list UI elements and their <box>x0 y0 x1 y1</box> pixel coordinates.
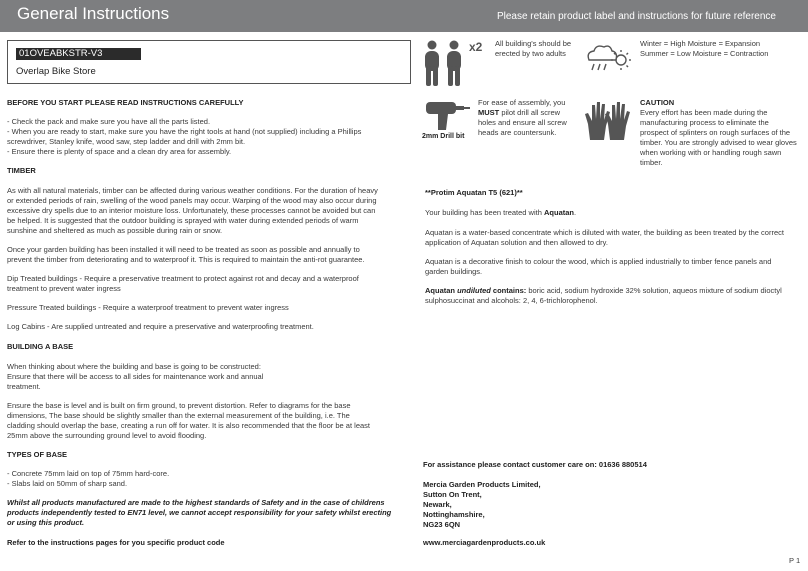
protim-line: Aquatan undiluted contains: boric acid, sodium hydroxide 32% solution, aqueos mixture of sodium dioctyl <box>425 286 782 295</box>
before-heading: BEFORE YOU START PLEASE READ INSTRUCTIONS CAREFULLY <box>7 98 244 107</box>
caution-line: when working with or handling rough sawn <box>640 148 782 157</box>
base-line: Ensure that there will be access to all sides for maintenance work and annual <box>7 372 264 381</box>
must-emphasis: MUST <box>478 108 500 117</box>
address-line: Nottinghamshire, <box>423 510 485 519</box>
caution-line: manufacturing process to eliminate the <box>640 118 769 127</box>
base-line: treatment. <box>7 382 41 391</box>
caution-heading: CAUTION <box>640 98 675 107</box>
people-note: All building's should be <box>495 39 572 48</box>
base-line: cladding should overlap the base, creating a run off for water. It is also recommended that the floor be at least <box>7 421 370 430</box>
page-number: P 1 <box>789 556 801 565</box>
page-subtitle: Please retain product label and instructions for future reference <box>496 11 776 22</box>
aquatan-bold: Aquatan <box>543 208 574 217</box>
drill-note-rest: pilot drill all screw <box>499 108 561 117</box>
gloves-icon <box>584 96 634 142</box>
sun-rain-weather-icon <box>585 38 633 74</box>
safety-line: products independently tested to EN71 level, we cannot accept responsibility for your safety whilst erecting <box>7 508 392 517</box>
timber-line: treatment to prevent water ingress <box>7 284 121 293</box>
timber-line: Pressure Treated buildings - Require a waterproof treatment to prevent water ingress <box>7 303 289 312</box>
weather-note: Summer = Low Moisture = Contraction <box>640 49 769 58</box>
caution-line: Every effort has been made during the <box>640 108 768 117</box>
timber-line: Once your garden building has been installed it will need to be treated as soon as possible and annually to <box>7 245 360 254</box>
before-line: - Ensure there is plenty of space and a clean dry area for assembly. <box>7 147 232 156</box>
timber-line: Dip Treated buildings - Require a preservative treatment to protect against rot and decay and a waterproof <box>7 274 359 283</box>
protim-line: Your building has been treated with Aquatan. <box>425 208 577 217</box>
before-line: - Check the pack and make sure you have all the parts listed. <box>7 117 211 126</box>
drill-icon <box>424 96 470 132</box>
drill-note: For ease of assembly, you <box>478 98 566 107</box>
protim-heading: **Protim Aquatan T5 (621)** <box>425 188 523 197</box>
address-line: Sutton On Trent, <box>423 490 482 499</box>
people-count: x2 <box>469 40 483 54</box>
safety-line: Whilst all products manufactured are made to the highest standards of Safety and in the case of childrens <box>7 498 385 507</box>
address-line: Mercia Garden Products Limited, <box>423 480 541 489</box>
protim-line: application of Aquatan solution and then allowed to dry. <box>425 238 608 247</box>
before-line: screwdriver, Stanley knife, wood saw, step ladder and drill with 2mm bit. <box>7 137 246 146</box>
before-line: - When you are ready to start, make sure you have the right tools at hand (not supplied) including a Phillips <box>7 127 362 136</box>
product-code: 01OVEABKSTR-V3 <box>16 48 141 60</box>
drill-note: holes and ensure all screw <box>478 118 567 127</box>
timber-line: sunshine and sheltered as much as possible during rain or snow. <box>7 226 223 235</box>
types-line: - Slabs laid on 50mm of sharp sand. <box>7 479 128 488</box>
caution-line: timber. You are strongly advised to wear gloves <box>640 138 797 147</box>
timber-heading: TIMBER <box>7 166 36 175</box>
timber-line: excessive dry spells due to an interior moisture loss. Unfortunately, these processes cannot be avoided but can <box>7 206 376 215</box>
drill-caption: 2mm Drill bit <box>422 133 465 140</box>
two-people-icon <box>420 40 470 88</box>
protim-line: garden buildings. <box>425 267 483 276</box>
page-header <box>0 0 808 32</box>
types-line: - Concrete 75mm laid on top of 75mm hard-core. <box>7 469 170 478</box>
protim-line: Aquatan is a decorative finish to colour the wood, which is applied industrially to timber fence panels and <box>425 257 772 266</box>
page-title: General Instructions <box>17 4 170 23</box>
protim-line: sulphosuccinat and alcohols: 2, 4, 6-trichlorophenol. <box>425 296 598 305</box>
timber-line: As with all natural materials, timber can be affected during various weather conditions. For the duration of heavy <box>7 186 378 195</box>
product-id-box <box>7 40 411 84</box>
timber-line: Log Cabins - Are supplied untreated and require a preservative and waterproofing treatment. <box>7 322 314 331</box>
address-line: NG23 6QN <box>423 520 461 529</box>
refer-note: Refer to the instructions pages for you specific product code <box>7 538 225 547</box>
drill-note: heads are countersunk. <box>478 128 557 137</box>
caution-line: timber. <box>640 158 663 167</box>
types-heading: TYPES OF BASE <box>7 450 68 459</box>
caution-line: prospect of splinters on rough surfaces of the <box>640 128 791 137</box>
base-line: When thinking about where the building and base is going to be constructed: <box>7 362 261 371</box>
timber-line: be helped. It is suggested that the outdoor building is sprayed with water during extended periods of warm <box>7 216 359 225</box>
timber-line: prevent the timber from deteriorating and to waterproof it. This is required to maintain the anti-rot guarantee. <box>7 255 365 264</box>
people-note: erected by two adults <box>495 49 566 58</box>
weather-note: Winter = High Moisture = Expansion <box>640 39 761 48</box>
website-link[interactable]: www.merciagardenproducts.co.uk <box>423 538 546 547</box>
assistance-line: For assistance please contact customer care on: 01636 880514 <box>423 460 647 469</box>
base-line: 25mm above the surrounding ground level to avoid flooding. <box>7 431 207 440</box>
safety-line: or using this product. <box>7 518 85 527</box>
address-line: Newark, <box>423 500 452 509</box>
drill-note <box>478 108 560 118</box>
base-line: dimensions, The base should be slightly smaller than the external measurement of the building, i.e. The <box>7 411 350 420</box>
base-heading: BUILDING A BASE <box>7 342 74 351</box>
timber-line: or extended periods of rain, swelling of the wood panels may occur. Warping of the wood may also occur during <box>7 196 377 205</box>
product-name: Overlap Bike Store <box>16 66 96 77</box>
protim-line: Aquatan is a water-based concentrate which is diluted with water, the building as been treated by the correct <box>425 228 784 237</box>
base-line: Ensure the base is level and is built on firm ground, to prevent distortion. Refer to diagrams for the base <box>7 401 351 410</box>
